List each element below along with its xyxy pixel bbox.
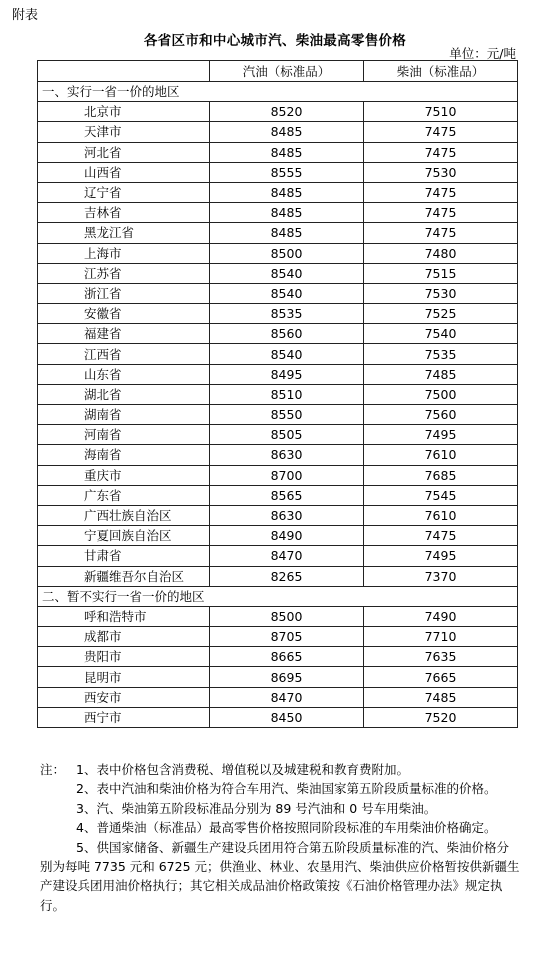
table-row (38, 546, 518, 566)
diesel-price: 7535 (364, 344, 518, 364)
gasoline-price: 8630 (210, 505, 364, 525)
diesel-price: 7475 (364, 526, 518, 546)
gasoline-price: 8500 (210, 243, 364, 263)
region-name: 宁夏回族自治区 (38, 526, 210, 546)
region-name: 山西省 (38, 162, 210, 182)
table-header-row (38, 61, 518, 82)
section-label: 二、暂不实行一省一价的地区 (38, 586, 518, 606)
diesel-price: 7665 (364, 667, 518, 687)
region-name: 西安市 (38, 687, 210, 707)
table-row (38, 687, 518, 707)
diesel-price: 7475 (364, 223, 518, 243)
header-diesel: 柴油（标准品） (364, 61, 518, 82)
gasoline-price: 8485 (210, 142, 364, 162)
unit-label: 单位：元/吨 (449, 46, 516, 61)
gasoline-price: 8485 (210, 182, 364, 202)
table-row (38, 526, 518, 546)
region-name: 呼和浩特市 (38, 606, 210, 626)
table-row (38, 283, 518, 303)
table-row (38, 405, 518, 425)
gasoline-price: 8450 (210, 707, 364, 727)
region-name: 河南省 (38, 425, 210, 445)
note-item: 3、汽、柴油第五阶段标准品分别为 89 号汽油和 0 号车用柴油。 (76, 800, 437, 816)
region-name: 成都市 (38, 627, 210, 647)
table-row (38, 465, 518, 485)
diesel-price: 7610 (364, 445, 518, 465)
section-row (38, 586, 518, 606)
diesel-price: 7560 (364, 405, 518, 425)
gasoline-price: 8470 (210, 687, 364, 707)
region-name: 新疆维吾尔自治区 (38, 566, 210, 586)
diesel-price: 7495 (364, 425, 518, 445)
region-name: 江西省 (38, 344, 210, 364)
region-name: 上海市 (38, 243, 210, 263)
gasoline-price: 8500 (210, 606, 364, 626)
diesel-price: 7490 (364, 606, 518, 626)
gasoline-price: 8495 (210, 364, 364, 384)
region-name: 吉林省 (38, 203, 210, 223)
table-row (38, 223, 518, 243)
diesel-price: 7530 (364, 283, 518, 303)
region-name: 黑龙江省 (38, 223, 210, 243)
table-row (38, 566, 518, 586)
region-name: 浙江省 (38, 283, 210, 303)
gasoline-price: 8695 (210, 667, 364, 687)
table-row (38, 182, 518, 202)
table-row (38, 162, 518, 182)
diesel-price: 7510 (364, 102, 518, 122)
diesel-price: 7610 (364, 505, 518, 525)
header-gasoline: 汽油（标准品） (210, 61, 364, 82)
gasoline-price: 8540 (210, 263, 364, 283)
page-title: 各省区市和中心城市汽、柴油最高零售价格 (143, 33, 407, 49)
region-name: 辽宁省 (38, 182, 210, 202)
table-row (38, 203, 518, 223)
diesel-price: 7545 (364, 485, 518, 505)
diesel-price: 7370 (364, 566, 518, 586)
note-label: 注： (40, 762, 66, 777)
diesel-price: 7500 (364, 384, 518, 404)
table-row (38, 647, 518, 667)
gasoline-price: 8485 (210, 223, 364, 243)
note-item: 4、普通柴油（标准品）最高零售价格按照同阶段标准的车用柴油价格确定。 (76, 820, 497, 836)
gasoline-price: 8520 (210, 102, 364, 122)
diesel-price: 7475 (364, 122, 518, 142)
region-name: 河北省 (38, 142, 210, 162)
note-item (40, 760, 520, 779)
gasoline-price: 8510 (210, 384, 364, 404)
price-table (37, 60, 518, 728)
table-row (38, 263, 518, 283)
table-row (38, 505, 518, 525)
region-name: 北京市 (38, 102, 210, 122)
region-name: 广东省 (38, 485, 210, 505)
diesel-price: 7475 (364, 182, 518, 202)
gasoline-price: 8485 (210, 203, 364, 223)
region-name: 湖南省 (38, 405, 210, 425)
table-row (38, 142, 518, 162)
table-row (38, 425, 518, 445)
table-row (38, 707, 518, 727)
gasoline-price: 8540 (210, 283, 364, 303)
gasoline-price: 8485 (210, 122, 364, 142)
table-row (38, 324, 518, 344)
gasoline-price: 8490 (210, 526, 364, 546)
gasoline-price: 8470 (210, 546, 364, 566)
table-row (38, 627, 518, 647)
region-name: 江苏省 (38, 263, 210, 283)
table-row (38, 344, 518, 364)
region-name: 安徽省 (38, 304, 210, 324)
diesel-price: 7480 (364, 243, 518, 263)
gasoline-price: 8265 (210, 566, 364, 586)
gasoline-price: 8630 (210, 445, 364, 465)
appendix-label: 附表 (12, 8, 39, 23)
table-row (38, 384, 518, 404)
region-name: 西宁市 (38, 707, 210, 727)
gasoline-price: 8705 (210, 627, 364, 647)
region-name: 广西壮族自治区 (38, 505, 210, 525)
table-row (38, 667, 518, 687)
table-row (38, 243, 518, 263)
region-name: 湖北省 (38, 384, 210, 404)
section-row (38, 82, 518, 102)
table-row (38, 485, 518, 505)
region-name: 福建省 (38, 324, 210, 344)
diesel-price: 7540 (364, 324, 518, 344)
gasoline-price: 8700 (210, 465, 364, 485)
table-row (38, 606, 518, 626)
diesel-price: 7520 (364, 707, 518, 727)
table-row (38, 102, 518, 122)
region-name: 海南省 (38, 445, 210, 465)
gasoline-price: 8505 (210, 425, 364, 445)
section-label: 一、实行一省一价的地区 (38, 82, 518, 102)
gasoline-price: 8535 (210, 304, 364, 324)
note-item: 2、表中汽油和柴油价格为符合车用汽、柴油国家第五阶段质量标准的价格。 (76, 781, 497, 797)
diesel-price: 7485 (364, 364, 518, 384)
diesel-price: 7710 (364, 627, 518, 647)
region-name: 重庆市 (38, 465, 210, 485)
note-item: 5、供国家储备、新疆生产建设兵团用符合第五阶段质量标准的汽、柴油价格分别为每吨 7735 元和 6725 元；供渔业、林业、农垦用汽、柴油供应价格暂按供新疆生产建设兵团用油价格执行；其它相关成品油价格政策按《石油价格管理办法》规定执行。 (40, 839, 520, 913)
region-name: 贵阳市 (38, 647, 210, 667)
table-row (38, 445, 518, 465)
diesel-price: 7485 (364, 687, 518, 707)
diesel-price: 7530 (364, 162, 518, 182)
gasoline-price: 8560 (210, 324, 364, 344)
gasoline-price: 8555 (210, 162, 364, 182)
diesel-price: 7685 (364, 465, 518, 485)
gasoline-price: 8540 (210, 344, 364, 364)
diesel-price: 7635 (364, 647, 518, 667)
diesel-price: 7525 (364, 304, 518, 324)
table-row (38, 364, 518, 384)
table-row (38, 304, 518, 324)
diesel-price: 7475 (364, 203, 518, 223)
table-row (38, 122, 518, 142)
diesel-price: 7515 (364, 263, 518, 283)
notes (40, 760, 520, 915)
gasoline-price: 8550 (210, 405, 364, 425)
header-region (38, 61, 210, 82)
diesel-price: 7495 (364, 546, 518, 566)
region-name: 甘肃省 (38, 546, 210, 566)
region-name: 昆明市 (38, 667, 210, 687)
note-text: 1、表中价格包含消费税、增值税以及城建税和教育费附加。 (76, 762, 409, 777)
diesel-price: 7475 (364, 142, 518, 162)
region-name: 天津市 (38, 122, 210, 142)
region-name: 山东省 (38, 364, 210, 384)
gasoline-price: 8565 (210, 485, 364, 505)
gasoline-price: 8665 (210, 647, 364, 667)
